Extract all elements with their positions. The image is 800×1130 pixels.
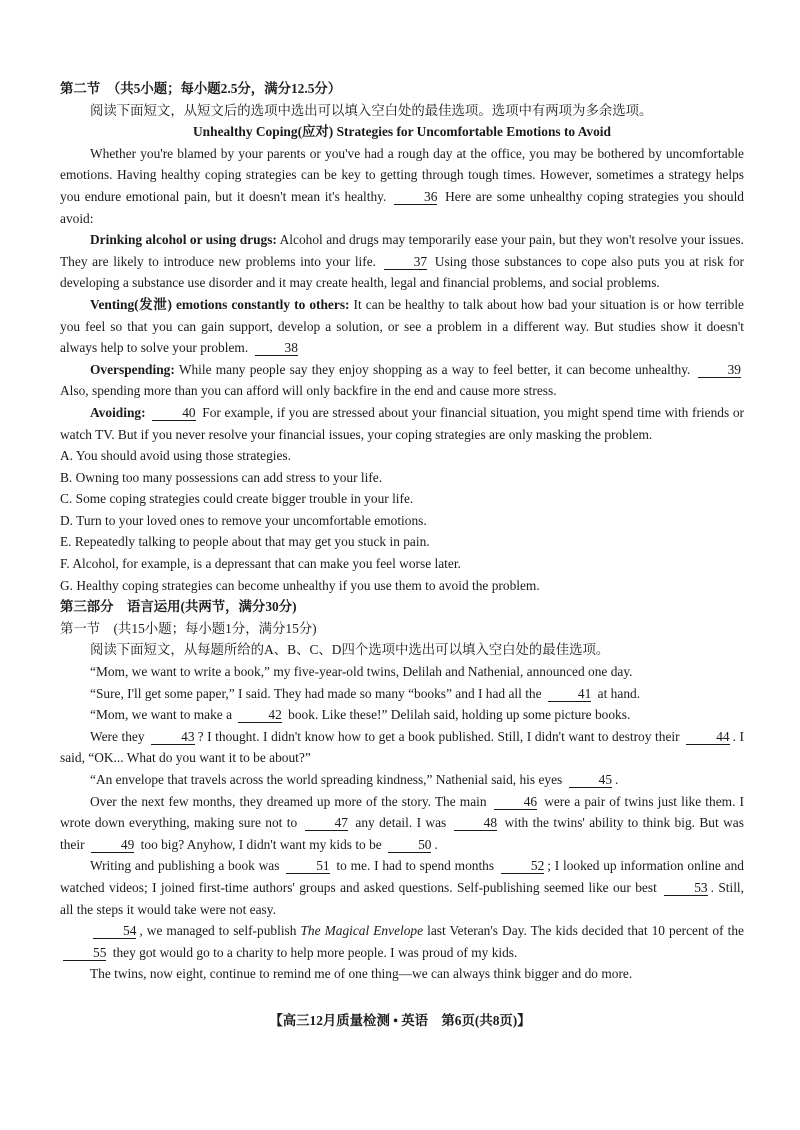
avoiding-text-a: For example, if you are stressed about your financial situation, you might spend time with friends or watch TV. But if you never resolve your financial issues, your coping strategies are only masking the problem.	[60, 404, 745, 442]
section2-instruction: 阅读下面短文，从短文后的选项中选出可以填入空白处的最佳选项。选项中有两项为多余选项。	[90, 102, 653, 118]
part3-header: 第三部分 语言运用(共两节，满分30分)	[60, 599, 297, 615]
blank-51: 51	[286, 858, 329, 874]
story-text: Were they	[90, 728, 145, 744]
story-paragraph-3	[60, 704, 744, 726]
blank-40: 40	[152, 405, 195, 421]
story-text: last Veteran's Day. The kids decided that 10 percent of the	[427, 923, 744, 939]
story-text: too big? Anyhow, I didn't want my kids to be	[140, 836, 382, 852]
story-text: book. Like these!” Delilah said, holding up some picture books.	[288, 707, 631, 723]
blank-46: 46	[494, 794, 537, 810]
story-text: ; I looked up information online and watched videos; I joined first-time authors' groups and asked questions. Self-publishing seemed like our best	[60, 858, 744, 895]
story-text: .	[615, 772, 619, 787]
story-text: “Mom, we want to make a	[90, 707, 233, 723]
story-text: at hand.	[597, 685, 641, 701]
blank-43: 43	[151, 729, 194, 745]
story-paragraph-7	[60, 855, 744, 920]
option-a: A. You should avoid using those strategies.	[60, 448, 291, 464]
overspending-text-a: While many people say they enjoy shopping as a way to feel better, it can become unhealthy.	[178, 361, 691, 377]
story-paragraph-5	[60, 769, 744, 791]
story-text: Writing and publishing a book was	[90, 858, 280, 874]
blank-39: 39	[698, 362, 741, 378]
blank-42: 42	[238, 707, 281, 723]
page-content	[60, 78, 744, 985]
story-text: .	[434, 836, 438, 852]
option-b: B. Owning too many possessions can add stress to your life.	[60, 469, 383, 485]
blank-53: 53	[664, 880, 707, 896]
overspending-text-b: Also, spending more than you can afford will only backfire in the end and cause more stress.	[60, 383, 557, 399]
blank-49: 49	[91, 837, 134, 853]
story-text: to me. I had to spend months	[336, 858, 495, 874]
blank-45: 45	[569, 772, 612, 788]
intro-text-b: Here are some unhealthy coping strategies you should avoid:	[60, 188, 744, 226]
section2-header: 第二节 （共5小题；每小题2.5分，满分12.5分）	[60, 81, 342, 96]
overspending-paragraph	[60, 359, 744, 402]
option-c: C. Some coping strategies could create bigger trouble in your life.	[60, 491, 414, 507]
story-text: ? I thought. I didn't know how to get a book published. Still, I didn't want to destroy their	[197, 728, 680, 744]
venting-heading: Venting(发泄) emotions constantly to others:	[90, 296, 350, 312]
blank-47: 47	[305, 815, 348, 831]
story-text: . Still, all the steps it would take were not easy.	[60, 879, 744, 917]
story-paragraph-4	[60, 726, 744, 769]
option-g: G. Healthy coping strategies can become unhealthy if you use them to avoid the problem.	[60, 577, 540, 593]
option-f: F. Alcohol, for example, is a depressant that can make you feel worse later.	[60, 556, 461, 572]
blank-38: 38	[255, 340, 298, 356]
option-d: D. Turn to your loved ones to remove your uncomfortable emotions.	[60, 512, 427, 528]
option-e: E. Repeatedly talking to people about that may get you stuck in pain.	[60, 534, 430, 550]
story-paragraph-1: “Mom, we want to write a book,” my five-year-old twins, Delilah and Nathenial, announced one day.	[90, 664, 633, 680]
blank-55: 55	[63, 945, 106, 961]
drinking-text-a: Alcohol and drugs may temporarily ease your pain, but they won't resolve your issues. They are likely to introduce new problems into your life.	[60, 232, 744, 269]
avoiding-paragraph	[60, 402, 744, 445]
story-paragraph-9: The twins, now eight, continue to remind me of one thing—we can always think bigger and do more.	[90, 966, 633, 982]
book-title: The Magical Envelope	[300, 923, 424, 939]
drinking-heading: Drinking alcohol or using drugs:	[90, 232, 277, 248]
story-text: were a pair of twins just like them. I wrote down everything, making sure not to	[60, 793, 744, 831]
story-text: any detail. I was	[355, 815, 447, 831]
part3-instruction: 阅读下面短文，从每题所给的A、B、C、D四个选项中选出可以填入空白处的最佳选项。	[90, 642, 610, 658]
story-text: . I said, “OK... What do you want it to be about?”	[60, 728, 744, 766]
venting-paragraph	[60, 294, 744, 359]
avoiding-heading: Avoiding:	[90, 404, 146, 420]
story-text: Over the next few months, they dreamed up more of the story. The main	[90, 793, 487, 809]
drinking-paragraph	[60, 229, 744, 294]
blank-37: 37	[384, 254, 427, 270]
blank-36: 36	[394, 189, 437, 205]
overspending-heading: Overspending:	[90, 361, 175, 377]
page-footer: 【高三12月质量检测 • 英语 第6页(共8页)】	[269, 1013, 531, 1028]
blank-54: 54	[93, 923, 136, 939]
drinking-text-b: Using those substances to cope also puts you at risk for developing a substance use disorder and it may create health, legal and financial problems, and social problems.	[60, 253, 744, 291]
story-text: with the twins' ability to think big. But was their	[60, 815, 744, 852]
passage-title: Unhealthy Coping(应对) Strategies for Uncomfortable Emotions to Avoid	[193, 124, 611, 140]
intro-text-a: Whether you're blamed by your parents or you've had a rough day at the office, you may be bothered by uncomfortable emotions. Having healthy coping strategies can be key to getting through tough times. However, sometimes a strategy helps you endure emotional pain, but it doesn't mean it's healthy.	[60, 145, 744, 204]
blank-41: 41	[548, 686, 591, 702]
story-text: “Sure, I'll get some paper,” I said. They had made so many “books” and I had all the	[90, 685, 542, 701]
blank-50: 50	[388, 837, 431, 853]
story-text: , we managed to self-publish	[139, 923, 297, 939]
story-paragraph-6	[60, 791, 744, 856]
blank-48: 48	[454, 815, 497, 831]
blank-44: 44	[686, 729, 729, 745]
story-text: “An envelope that travels across the world spreading kindness,” Nathenial said, his eyes	[90, 772, 563, 787]
intro-paragraph	[60, 143, 744, 229]
part3-section1-header: 第一节 (共15小题；每小题1分，满分15分)	[60, 620, 317, 636]
story-text: they got would go to a charity to help more people. I was proud of my kids.	[112, 944, 518, 960]
story-paragraph-8	[60, 920, 744, 963]
blank-52: 52	[501, 858, 544, 874]
story-paragraph-2	[60, 683, 744, 705]
venting-text-a: It can be healthy to talk about how bad your situation is or how terrible you feel so that you can gain support, develop a solution, or see a problem in a different way. But studies show it doesn't always help to solve your problem.	[60, 296, 744, 356]
